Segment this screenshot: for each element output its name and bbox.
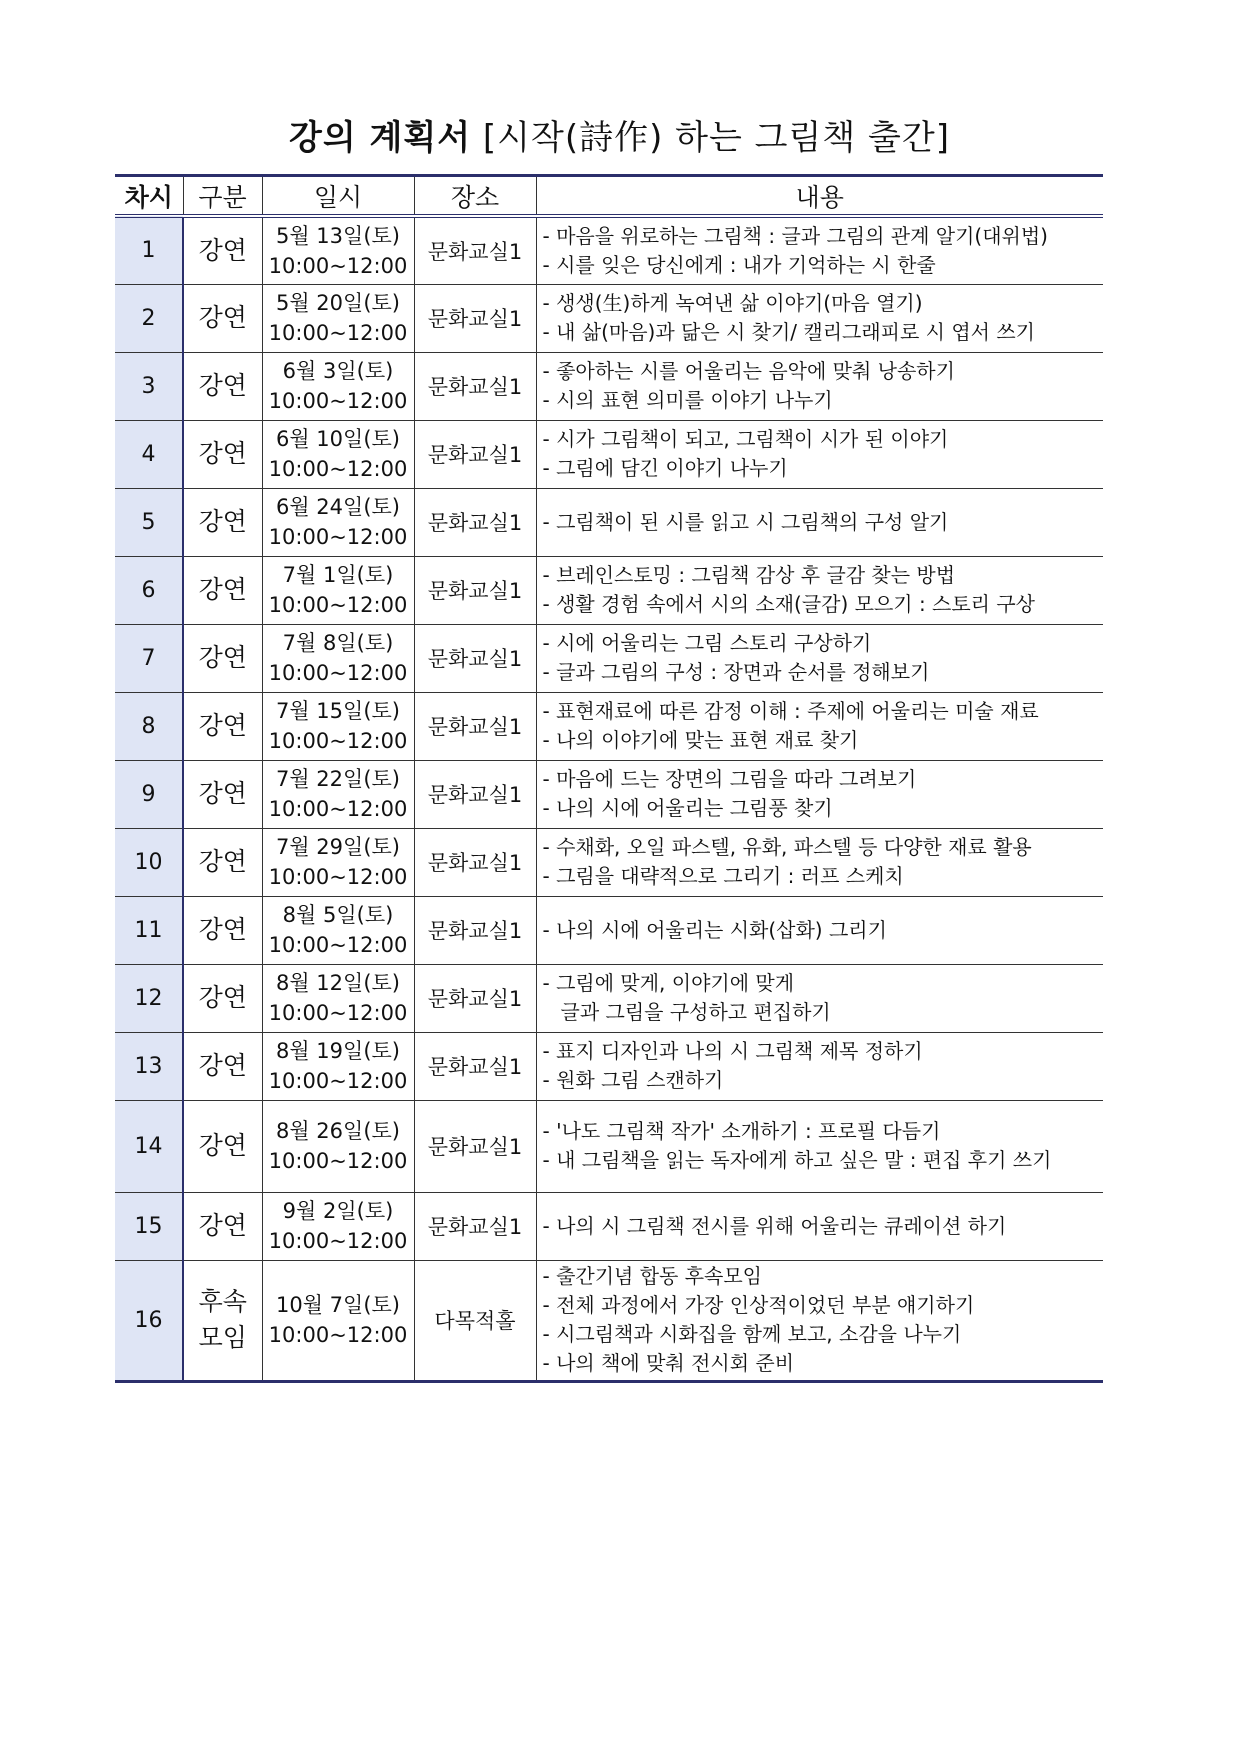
place-cell [414,284,536,352]
table-row [115,692,1103,760]
category-text: 강연 [198,507,247,536]
content-item: - 표현재료에 따른 감정 이해 : 주제에 어울리는 미술 재료 [542,699,1039,723]
place-text: 문화교실1 [427,1055,523,1079]
session-number-text: 2 [141,305,156,331]
content-cell [536,216,1103,284]
category-text: 강연 [198,235,247,265]
session-number [115,352,183,420]
place-cell [414,692,536,760]
time-text: 10:00~12:00 [268,1069,408,1093]
category-cell [183,760,262,828]
time-text: 10:00~12:00 [268,321,408,345]
table-body [115,216,1103,1381]
content-cell [536,352,1103,420]
session-number [115,420,183,488]
datetime-cell [262,284,414,352]
datetime-cell [262,1260,414,1381]
date-text: 6월 3일(토) [282,359,394,383]
date-text: 7월 1일(토) [282,563,394,587]
category-cell [183,1100,262,1192]
session-number-text: 9 [141,781,156,807]
date-text: 9월 2일(토) [282,1199,394,1223]
content-item: - 나의 책에 맞춰 전시회 준비 [542,1351,795,1375]
datetime-cell [262,216,414,284]
session-number [115,896,183,964]
content-cell [536,624,1103,692]
content-item: - 좋아하는 시를 어울리는 음악에 맞춰 낭송하기 [542,359,955,383]
session-number-text: 5 [141,509,156,535]
session-number [115,828,183,896]
date-text: 8월 26일(토) [275,1119,400,1143]
date-text: 5월 20일(토) [275,291,400,315]
header-datetime: 일시 [262,176,414,217]
category-text: 후속 [198,1287,247,1316]
place-text: 다목적홀 [434,1309,516,1333]
session-number-text: 13 [134,1053,163,1079]
category-cell [183,284,262,352]
table-row [115,216,1103,284]
table-row [115,624,1103,692]
content-cell [536,1100,1103,1192]
content-item: - 그림에 맞게, 이야기에 맞게 [542,971,795,995]
table-row [115,488,1103,556]
time-text: 10:00~12:00 [268,797,408,821]
table-row [115,1100,1103,1192]
content-item: - 나의 시 그림책 전시를 위해 어울리는 큐레이션 하기 [542,1213,1007,1238]
date-text: 5월 13일(토) [275,223,400,248]
session-number [115,488,183,556]
session-number-text: 6 [141,577,156,603]
category-text: 강연 [198,847,247,876]
header-place: 장소 [414,176,536,217]
place-text: 문화교실1 [427,987,523,1011]
time-text: 10:00~12:00 [268,389,408,413]
place-text: 문화교실1 [427,851,523,875]
content-cell [536,284,1103,352]
category-cell [183,1032,262,1100]
place-cell [414,964,536,1032]
session-number [115,964,183,1032]
category-cell [183,624,262,692]
content-item: - 나의 시에 어울리는 시화(삽화) 그리기 [542,917,887,942]
datetime-cell [262,760,414,828]
session-number-text: 8 [141,713,156,739]
content-cell [536,1192,1103,1260]
session-number-text: 1 [141,238,156,264]
datetime-cell [262,896,414,964]
date-text: 7월 15일(토) [275,699,400,723]
date-text: 7월 22일(토) [275,767,400,791]
category-cell [183,352,262,420]
session-number [115,760,183,828]
place-text: 문화교실1 [427,1135,523,1159]
category-cell [183,692,262,760]
content-cell [536,556,1103,624]
session-number-text: 3 [141,373,156,399]
content-item: - 마음을 위로하는 그림책 : 글과 그림의 관계 알기(대위법) [542,223,1048,248]
content-item: - 글과 그림의 구성 : 장면과 순서를 정해보기 [542,660,930,684]
date-text: 8월 5일(토) [282,903,394,927]
category-cell [183,216,262,284]
time-text: 10:00~12:00 [268,525,408,549]
content-item: - 마음에 드는 장면의 그림을 따라 그려보기 [542,767,917,791]
place-text: 문화교실1 [427,375,523,399]
category-text: 강연 [198,1131,247,1160]
category-cell [183,488,262,556]
place-cell [414,1032,536,1100]
date-text: 7월 8일(토) [282,631,394,655]
date-text: 6월 24일(토) [275,495,400,519]
place-cell [414,1100,536,1192]
header-row [115,176,1103,217]
table-row [115,352,1103,420]
place-cell [414,624,536,692]
time-text: 10:00~12:00 [268,253,408,278]
table-row [115,896,1103,964]
content-item: - 시를 잊은 당신에게 : 내가 기억하는 시 한줄 [542,252,936,277]
lecture-plan-table [115,174,1103,1383]
category-cell [183,964,262,1032]
content-item: - 나의 시에 어울리는 그림풍 찾기 [542,796,833,820]
place-cell [414,1260,536,1381]
place-text: 문화교실1 [427,579,523,603]
content-cell [536,1260,1103,1381]
content-item: - 전체 과정에서 가장 인상적이었던 부분 얘기하기 [542,1293,975,1317]
time-text: 10:00~12:00 [268,1001,408,1025]
time-text: 10:00~12:00 [268,1323,408,1347]
datetime-cell [262,556,414,624]
category-text: 강연 [198,1051,247,1080]
table-row [115,964,1103,1032]
content-cell [536,1032,1103,1100]
place-cell [414,828,536,896]
category-text: 강연 [198,575,247,604]
place-text: 문화교실1 [427,783,523,807]
content-cell [536,420,1103,488]
datetime-cell [262,488,414,556]
place-text: 문화교실1 [427,715,523,739]
date-text: 7월 29일(토) [275,835,400,859]
place-cell [414,760,536,828]
datetime-cell [262,1032,414,1100]
session-number [115,624,183,692]
place-cell [414,420,536,488]
session-number [115,556,183,624]
session-number-text: 14 [134,1133,163,1159]
category-text: 강연 [198,711,247,740]
content-item: - 생생(生)하게 녹여낸 삶 이야기(마음 열기) [542,291,923,315]
place-cell [414,352,536,420]
place-cell [414,488,536,556]
category-text: 강연 [198,371,247,400]
content-cell [536,692,1103,760]
session-number-text: 12 [134,985,163,1011]
place-text: 문화교실1 [427,239,523,264]
table-row [115,1032,1103,1100]
session-number [115,1192,183,1260]
place-cell [414,556,536,624]
datetime-cell [262,1192,414,1260]
place-text: 문화교실1 [427,647,523,671]
title-subtitle: [시작(詩作) 하는 그림책 출간] [482,118,950,158]
table-row [115,828,1103,896]
place-text: 문화교실1 [427,307,523,331]
category-cell [183,1192,262,1260]
place-cell [414,216,536,284]
datetime-cell [262,828,414,896]
category-text: 모임 [198,1323,247,1352]
header-session: 차시 [115,176,183,217]
content-item: - 생활 경험 속에서 시의 소재(글감) 모으기 : 스토리 구상 [542,592,1035,616]
content-item: - 그림에 담긴 이야기 나누기 [542,456,788,480]
table-row [115,556,1103,624]
page-title [0,110,1239,159]
content-cell [536,760,1103,828]
time-text: 10:00~12:00 [268,1149,408,1173]
category-text: 강연 [198,915,247,944]
session-number-text: 4 [141,441,156,467]
date-text: 6월 10일(토) [275,427,400,451]
table-row [115,760,1103,828]
category-cell [183,1260,262,1381]
table-row [115,1192,1103,1260]
content-item: - 그림을 대략적으로 그리기 : 러프 스케치 [542,864,904,888]
content-cell [536,964,1103,1032]
session-number [115,216,183,284]
category-text: 강연 [198,1211,247,1240]
time-text: 10:00~12:00 [268,865,408,889]
time-text: 10:00~12:00 [268,933,408,957]
session-number-text: 10 [134,849,163,875]
content-item: - 시가 그림책이 되고, 그림책이 시가 된 이야기 [542,427,949,451]
datetime-cell [262,352,414,420]
category-cell [183,896,262,964]
datetime-cell [262,692,414,760]
session-number [115,284,183,352]
time-text: 10:00~12:00 [268,593,408,617]
content-item: - 출간기념 합동 후속모임 [542,1264,762,1288]
content-item: 글과 그림을 구성하고 편집하기 [560,1000,831,1024]
date-text: 10월 7일(토) [275,1293,400,1317]
content-item: - 내 그림책을 읽는 독자에게 하고 싶은 말 : 편집 후기 쓰기 [542,1148,1052,1172]
category-text: 강연 [198,439,247,468]
content-cell [536,488,1103,556]
table-row [115,1260,1103,1381]
content-cell [536,896,1103,964]
category-cell [183,420,262,488]
date-text: 8월 12일(토) [275,971,400,995]
session-number [115,692,183,760]
category-cell [183,556,262,624]
session-number [115,1100,183,1192]
content-item: - 나의 이야기에 맞는 표현 재료 찾기 [542,728,859,752]
content-item: - 그림책이 된 시를 읽고 시 그림책의 구성 알기 [542,509,949,534]
date-text: 8월 19일(토) [275,1039,400,1063]
session-number [115,1260,183,1381]
datetime-cell [262,964,414,1032]
category-text: 강연 [198,303,247,332]
session-number [115,1032,183,1100]
session-number-text: 7 [141,645,156,671]
place-text: 문화교실1 [427,1215,523,1239]
session-number-text: 15 [134,1213,163,1239]
content-item: - 시에 어울리는 그림 스토리 구상하기 [542,631,872,655]
category-text: 강연 [198,643,247,672]
place-cell [414,1192,536,1260]
content-item: - '나도 그림책 작가' 소개하기 : 프로필 다듬기 [542,1119,941,1143]
time-text: 10:00~12:00 [268,457,408,481]
content-item: - 시그림책과 시화집을 함께 보고, 소감을 나누기 [542,1322,962,1346]
category-text: 강연 [198,779,247,808]
place-text: 문화교실1 [427,443,523,467]
content-cell [536,828,1103,896]
datetime-cell [262,420,414,488]
header-category: 구분 [183,176,262,217]
header-content: 내용 [536,176,1103,217]
time-text: 10:00~12:00 [268,661,408,685]
session-number-text: 11 [134,917,163,943]
place-cell [414,896,536,964]
place-text: 문화교실1 [427,511,523,535]
session-number-text: 16 [134,1307,163,1333]
datetime-cell [262,1100,414,1192]
category-text: 강연 [198,983,247,1012]
content-item: - 내 삶(마음)과 닮은 시 찾기/ 캘리그래피로 시 엽서 쓰기 [542,320,1035,344]
time-text: 10:00~12:00 [268,729,408,753]
content-item: - 표지 디자인과 나의 시 그림책 제목 정하기 [542,1039,923,1063]
time-text: 10:00~12:00 [268,1229,408,1253]
title-main: 강의 계획서 [289,118,472,158]
content-item: - 수채화, 오일 파스텔, 유화, 파스텔 등 다양한 재료 활용 [542,835,1032,859]
table-row [115,284,1103,352]
place-text: 문화교실1 [427,919,523,943]
content-item: - 브레인스토밍 : 그림책 감상 후 글감 찾는 방법 [542,563,956,587]
content-item: - 원화 그림 스캔하기 [542,1068,724,1092]
category-cell [183,828,262,896]
content-item: - 시의 표현 의미를 이야기 나누기 [542,388,833,412]
table-row [115,420,1103,488]
datetime-cell [262,624,414,692]
